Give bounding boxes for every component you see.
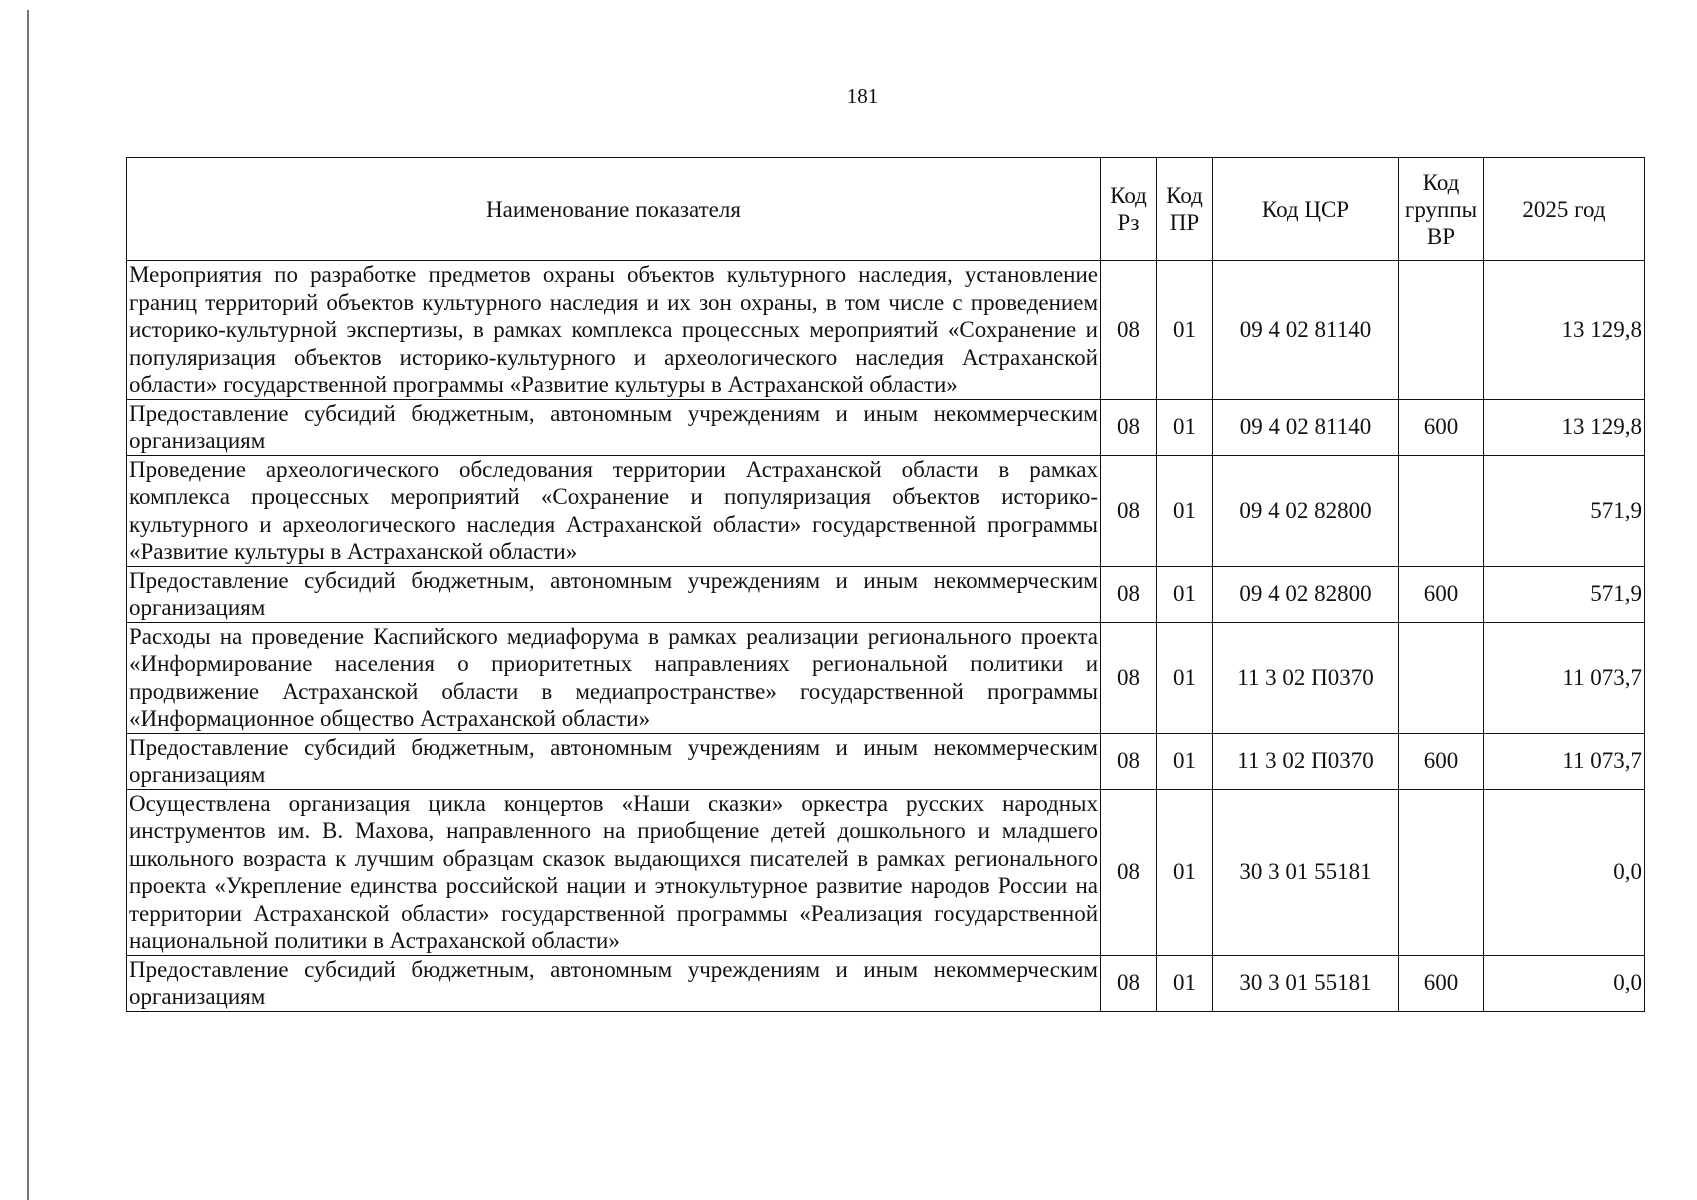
row-name: Предоставление субсидий бюджетным, автономным учреждениям и иным некоммерческим организациям <box>127 733 1101 789</box>
row-pr: 01 <box>1157 566 1213 622</box>
row-vr: 600 <box>1399 733 1484 789</box>
row-amount: 11 073,7 <box>1484 733 1645 789</box>
row-vr: 600 <box>1399 566 1484 622</box>
row-pr: 01 <box>1157 955 1213 1011</box>
row-pr: 01 <box>1157 733 1213 789</box>
row-vr <box>1399 622 1484 733</box>
row-name: Проведение археологического обследования территории Астраханской области в рамках комплекса процессных мероприятий «Сохранение и популяризация объектов историко-культурного и археологического наследия Астраханской области» государственной программы «Развитие культуры в Астраханской области» <box>127 455 1101 566</box>
row-amount: 571,9 <box>1484 455 1645 566</box>
row-name: Осуществлена организация цикла концертов «Наши сказки» оркестра русских народных инструментов им. В. Махова, направленного на приобщение детей дошкольного и младшего школьного возраста к лучшим образцам сказок выдающихся писателей в рамках регионального проекта «Укрепление единства российской нации и этнокультурное развитие народов России на территории Астраханской области» государственной программы «Реализация государственной национальной политики в Астраханской области» <box>127 789 1101 955</box>
row-rz: 08 <box>1101 955 1157 1011</box>
header-csr: Код ЦСР <box>1213 158 1399 261</box>
row-csr: 09 4 02 82800 <box>1213 455 1399 566</box>
row-vr <box>1399 261 1484 400</box>
row-vr <box>1399 455 1484 566</box>
header-rz: Код Рз <box>1101 158 1157 261</box>
budget-table <box>126 157 1645 1012</box>
table-row <box>127 622 1645 733</box>
row-amount: 13 129,8 <box>1484 399 1645 455</box>
row-name: Предоставление субсидий бюджетным, автономным учреждениям и иным некоммерческим организациям <box>127 955 1101 1011</box>
row-vr <box>1399 789 1484 955</box>
row-rz: 08 <box>1101 733 1157 789</box>
header-name: Наименование показателя <box>127 158 1101 261</box>
row-rz: 08 <box>1101 399 1157 455</box>
page-number: 181 <box>846 84 879 108</box>
row-vr: 600 <box>1399 399 1484 455</box>
row-name: Мероприятия по разработке предметов охраны объектов культурного наследия, установление границ территорий объектов культурного наследия и их зон охраны, в том числе с проведением историко-культурной экспертизы, в рамках комплекса процессных мероприятий «Сохранение и популяризация объектов историко-культурного и археологического наследия Астраханской области» государственной программы «Развитие культуры в Астраханской области» <box>127 261 1101 400</box>
row-rz: 08 <box>1101 455 1157 566</box>
header-year: 2025 год <box>1484 158 1645 261</box>
row-amount: 11 073,7 <box>1484 622 1645 733</box>
row-name: Предоставление субсидий бюджетным, автономным учреждениям и иным некоммерческим организациям <box>127 566 1101 622</box>
scan-edge-line <box>27 10 29 1200</box>
table-row <box>127 955 1645 1011</box>
row-csr: 30 3 01 55181 <box>1213 955 1399 1011</box>
table-row <box>127 455 1645 566</box>
row-pr: 01 <box>1157 789 1213 955</box>
table-row <box>127 399 1645 455</box>
row-csr: 30 3 01 55181 <box>1213 789 1399 955</box>
row-pr: 01 <box>1157 399 1213 455</box>
table-header-row <box>127 158 1645 261</box>
row-name: Предоставление субсидий бюджетным, автономным учреждениям и иным некоммерческим организациям <box>127 399 1101 455</box>
row-rz: 08 <box>1101 566 1157 622</box>
table-row <box>127 566 1645 622</box>
row-rz: 08 <box>1101 261 1157 400</box>
header-vr: Код группы ВР <box>1399 158 1484 261</box>
row-csr: 11 3 02 П0370 <box>1213 733 1399 789</box>
table-row <box>127 789 1645 955</box>
row-pr: 01 <box>1157 622 1213 733</box>
row-rz: 08 <box>1101 789 1157 955</box>
row-pr: 01 <box>1157 261 1213 400</box>
row-amount: 0,0 <box>1484 955 1645 1011</box>
table-row <box>127 733 1645 789</box>
row-amount: 13 129,8 <box>1484 261 1645 400</box>
header-pr: Код ПР <box>1157 158 1213 261</box>
table-row <box>127 261 1645 400</box>
row-csr: 09 4 02 82800 <box>1213 566 1399 622</box>
row-csr: 09 4 02 81140 <box>1213 399 1399 455</box>
row-rz: 08 <box>1101 622 1157 733</box>
row-amount: 571,9 <box>1484 566 1645 622</box>
row-amount: 0,0 <box>1484 789 1645 955</box>
row-csr: 09 4 02 81140 <box>1213 261 1399 400</box>
row-pr: 01 <box>1157 455 1213 566</box>
row-vr: 600 <box>1399 955 1484 1011</box>
row-name: Расходы на проведение Каспийского медиафорума в рамках реализации регионального проекта «Информирование населения о приоритетных направлениях региональной политики и продвижение Астраханской области в медиапространстве» государственной программы «Информационное общество Астраханской области» <box>127 622 1101 733</box>
row-csr: 11 3 02 П0370 <box>1213 622 1399 733</box>
